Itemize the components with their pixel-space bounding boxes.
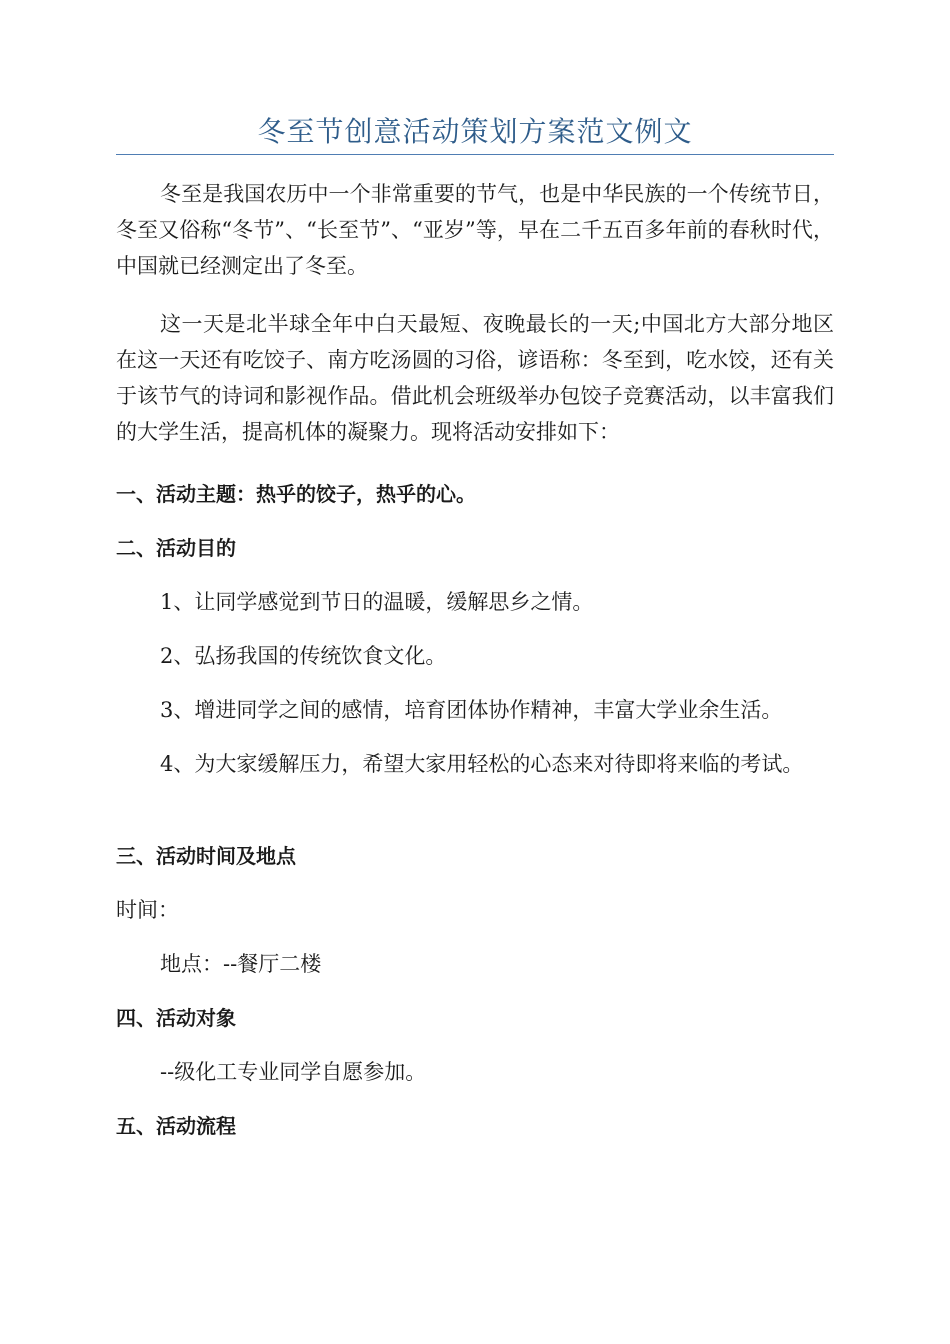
time-label: 时间： (116, 898, 179, 922)
target-line: --级化工专业同学自愿参加。 (160, 1060, 427, 1084)
purpose-item-2: 2、弘扬我国的传统饮食文化。 (160, 644, 447, 668)
section-3-heading: 三、活动时间及地点 (116, 844, 296, 868)
purpose-item-1: 1、让同学感觉到节日的温暖，缓解思乡之情。 (160, 590, 594, 614)
purpose-item-4: 4、为大家缓解压力，希望大家用轻松的心态来对待即将来临的考试。 (160, 752, 804, 776)
place-line: 地点：--餐厅二楼 (160, 952, 322, 976)
purpose-item-3: 3、增进同学之间的感情，培育团体协作精神，丰富大学业余生活。 (160, 698, 783, 722)
section-5-heading: 五、活动流程 (116, 1114, 236, 1138)
title-underline-divider (116, 154, 834, 155)
document-title: 冬至节创意活动策划方案范文例文 (257, 115, 693, 148)
section-4-heading: 四、活动对象 (116, 1006, 236, 1030)
intro-paragraph-1: 冬至是我国农历中一个非常重要的节气，也是中华民族的一个传统节日，冬至又俗称“冬节”、“长至节”、“亚岁”等，早在二千五百多年前的春秋时代，中国就已经测定出了冬至。 (116, 182, 834, 278)
section-2-heading: 二、活动目的 (116, 536, 236, 560)
section-1-heading: 一、活动主题：热乎的饺子，热乎的心。 (116, 482, 476, 506)
intro-paragraph-2: 这一天是北半球全年中白天最短、夜晚最长的一天;中国北方大部分地区在这一天还有吃饺子、南方吃汤圆的习俗，谚语称：冬至到，吃水饺，还有关于该节气的诗词和影视作品。借此机会班级举办包饺子竞赛活动，以丰富我们的大学生活，提高机体的凝聚力。现将活动安排如下： (116, 312, 834, 444)
